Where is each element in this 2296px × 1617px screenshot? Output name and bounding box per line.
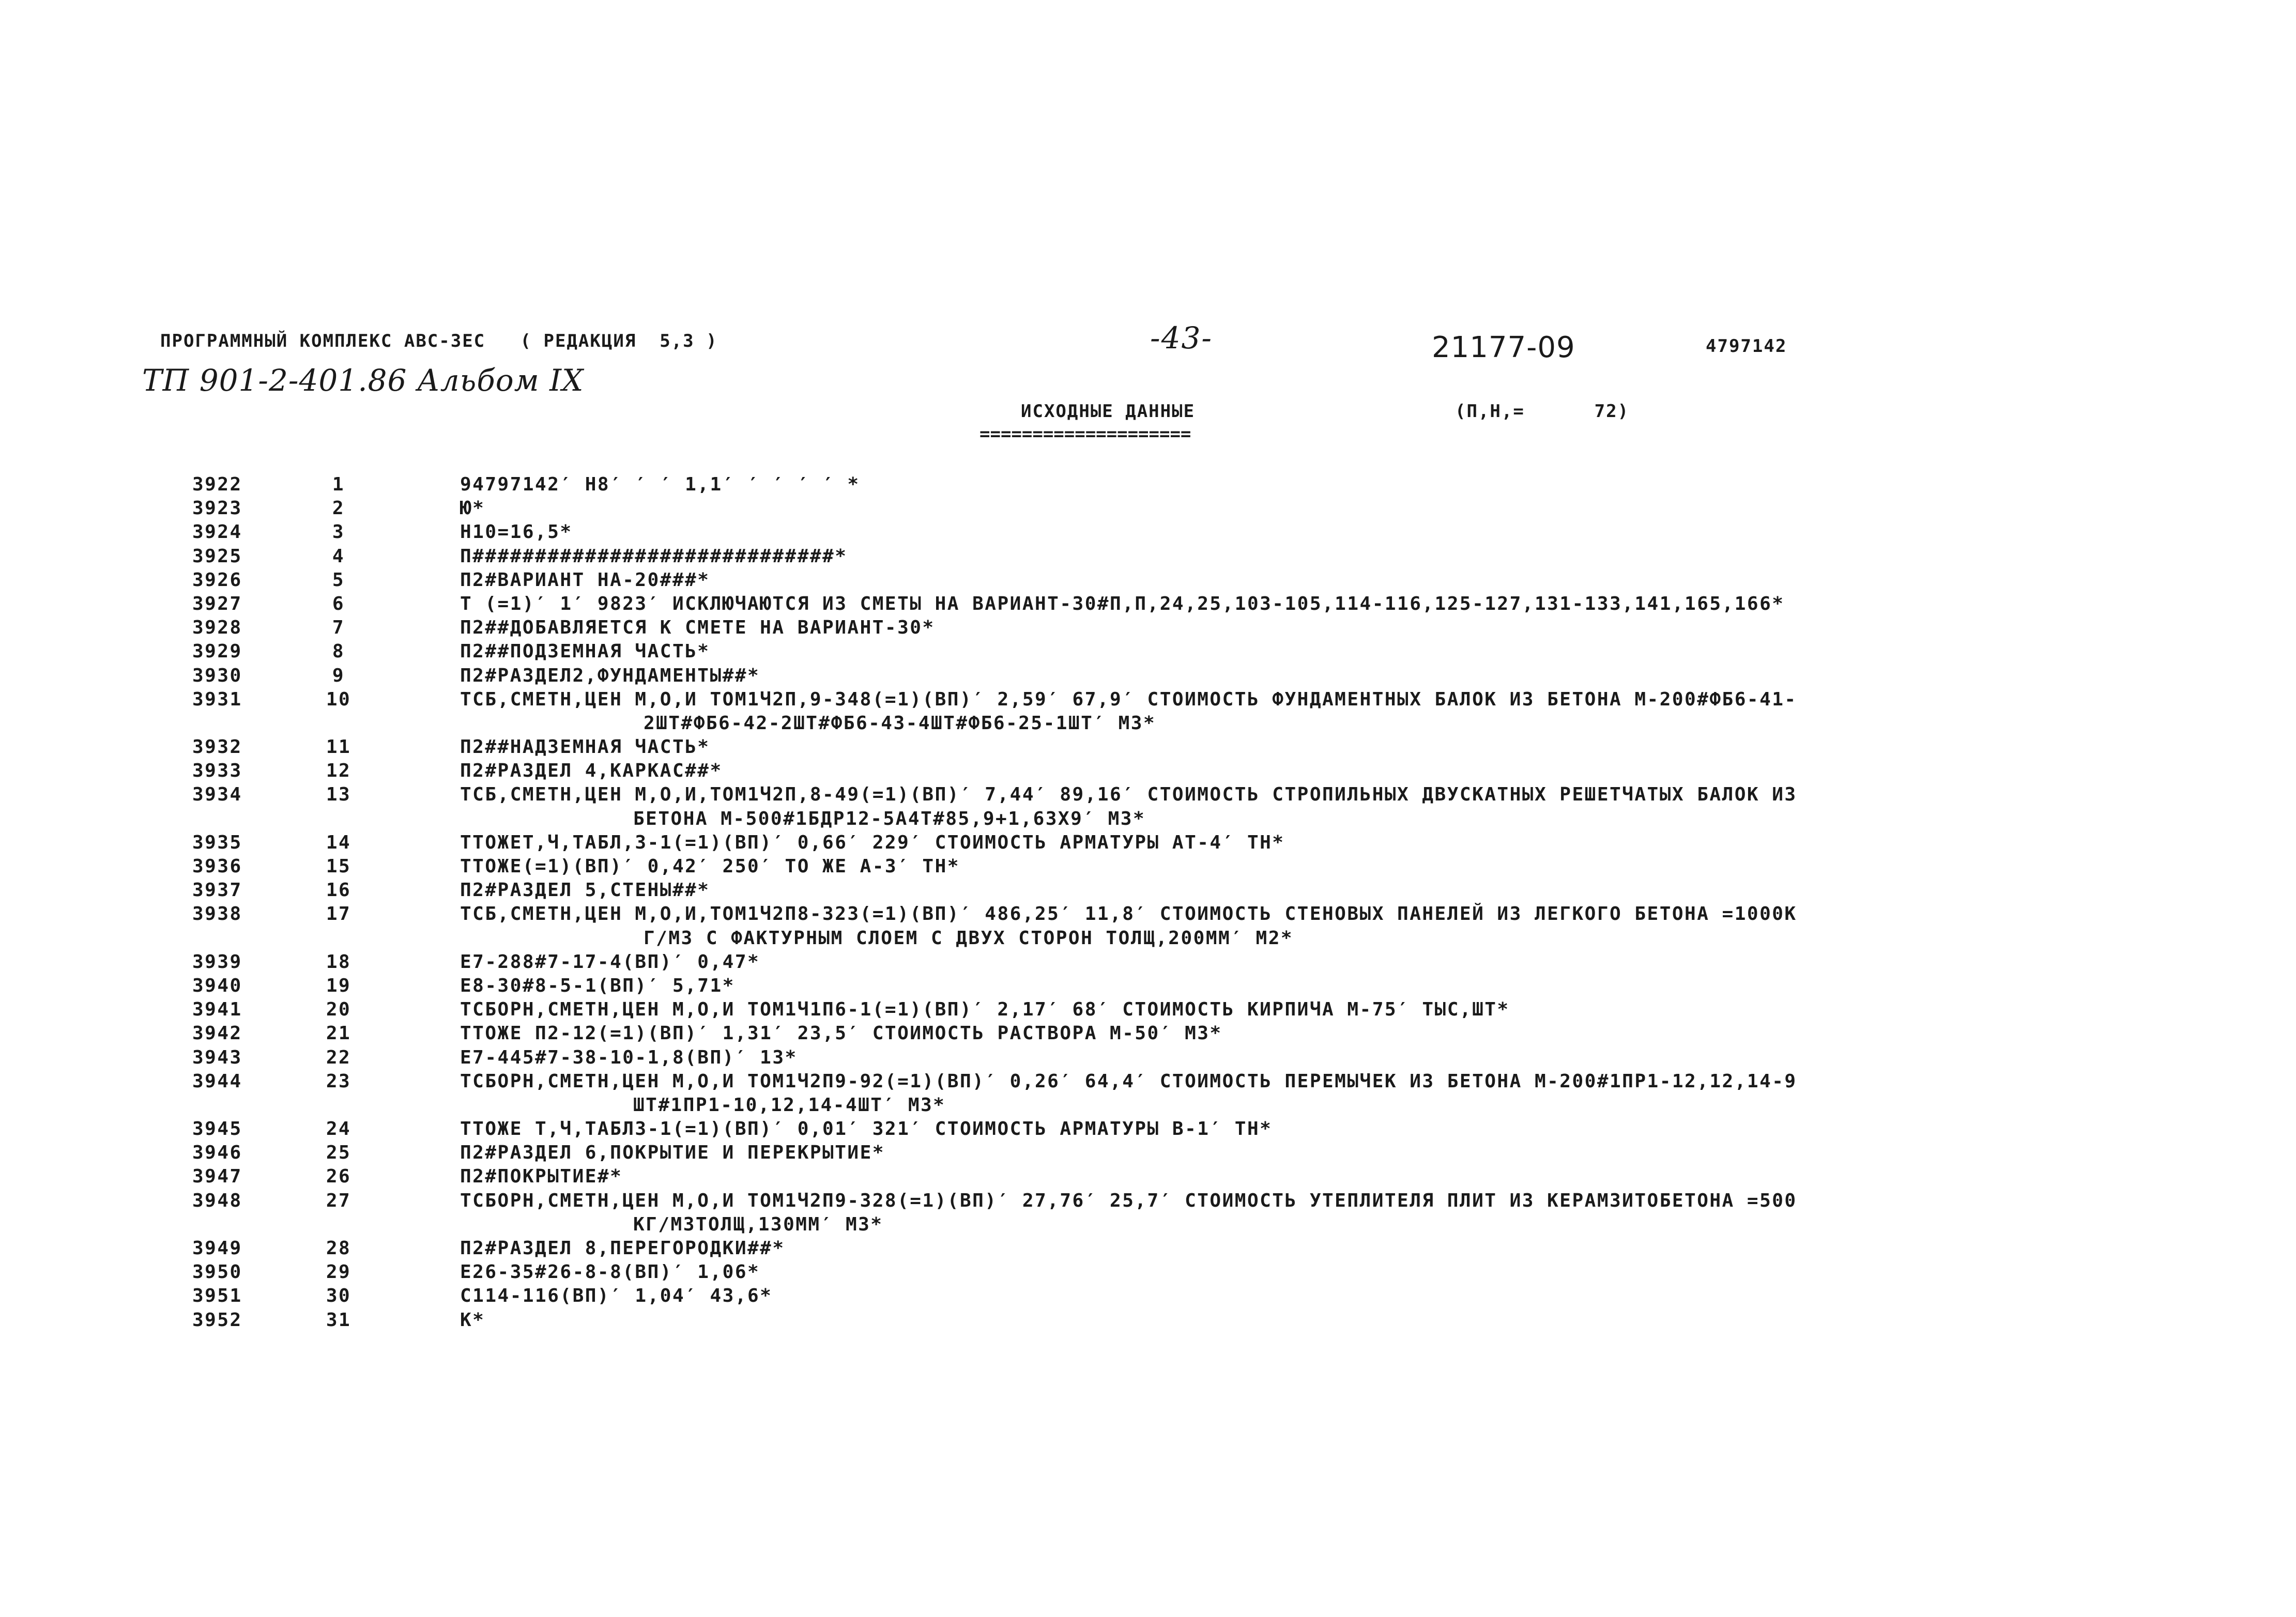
- row-text: П2#ВАРИАНТ НА-20###*: [460, 569, 710, 591]
- data-row: [0, 520, 2296, 544]
- row-text: ТСБОРН,СМЕТН,ЦЕН М,О,И ТОМ1Ч2П9-92(=1)(ВП)′ 0,26′ 64,4′ СТОИМОСТЬ ПЕРЕМЫЧЕК ИЗ БЕТОНА М-200#1ПР1-12,12,14-9: [460, 1070, 1797, 1092]
- data-row: [0, 640, 2296, 664]
- row-index: 25: [326, 1142, 351, 1164]
- doc-number: 4797142: [1706, 336, 1787, 357]
- row-continuation-line: [0, 927, 2296, 950]
- data-row: [0, 1189, 2296, 1237]
- row-number: 3933: [192, 760, 242, 782]
- row-number: 3924: [192, 521, 242, 543]
- row-number: 3929: [192, 641, 242, 663]
- row-line: [0, 831, 2296, 855]
- row-line: [0, 759, 2296, 783]
- row-line: [0, 688, 2296, 712]
- row-number: 3927: [192, 593, 242, 614]
- row-index: 29: [326, 1261, 351, 1283]
- data-row: [0, 568, 2296, 592]
- row-text: ТТОЖЕ(=1)(ВП)′ 0,42′ 250′ ТО ЖЕ А-3′ ТН*: [460, 856, 960, 877]
- row-index: 4: [332, 545, 345, 567]
- row-number: 3925: [192, 545, 242, 567]
- row-index: 21: [326, 1023, 351, 1044]
- row-index: 16: [326, 880, 351, 901]
- row-text: П2##ПОДЗЕМНАЯ ЧАСТЬ*: [460, 641, 710, 663]
- row-text: Е7-288#7-17-4(ВП)′ 0,47*: [460, 951, 760, 973]
- row-line: [0, 735, 2296, 759]
- row-line: [0, 1070, 2296, 1094]
- row-number: 3946: [192, 1142, 242, 1164]
- row-index: 6: [332, 593, 345, 614]
- row-text: П2#РАЗДЕЛ2,ФУНДАМЕНТЫ##*: [460, 665, 760, 686]
- row-line: [0, 1165, 2296, 1189]
- row-line: [0, 1022, 2296, 1045]
- row-continuation-text: ШТ#1ПР1-10,12,14-4ШТ′ М3*: [633, 1094, 946, 1116]
- row-text: П2#ПОКРЫТИЕ#*: [460, 1166, 623, 1188]
- row-line: [0, 1141, 2296, 1165]
- row-text: 94797142′ Н8′ ′ ′ 1,1′ ′ ′ ′ ′ *: [460, 474, 860, 495]
- row-line: [0, 879, 2296, 902]
- row-index: 18: [326, 951, 351, 973]
- row-index: 8: [332, 641, 345, 663]
- row-line: [0, 950, 2296, 974]
- data-row: [0, 974, 2296, 998]
- row-text: П#############################*: [460, 545, 848, 567]
- row-continuation-text: БЕТОНА М-500#1БДР12-5А4Т#85,9+1,63Х9′ М3*: [633, 808, 1146, 829]
- row-number: 3949: [192, 1238, 242, 1259]
- data-row: [0, 1284, 2296, 1308]
- row-text: П2#РАЗДЕЛ 8,ПЕРЕГОРОДКИ##*: [460, 1238, 785, 1259]
- row-continuation-line: [0, 1213, 2296, 1237]
- data-row: [0, 473, 2296, 497]
- row-text: Е7-445#7-38-10-1,8(ВП)′ 13*: [460, 1046, 798, 1068]
- row-index: 24: [326, 1118, 351, 1140]
- row-text: П2##НАДЗЕМНАЯ ЧАСТЬ*: [460, 736, 710, 758]
- data-rows: [0, 473, 2296, 1332]
- row-continuation-line: [0, 807, 2296, 831]
- row-number: 3932: [192, 736, 242, 758]
- row-line: [0, 616, 2296, 640]
- section-underline: ====================: [979, 424, 1191, 444]
- row-index: 22: [326, 1046, 351, 1068]
- row-number: 3947: [192, 1166, 242, 1188]
- data-row: [0, 1237, 2296, 1260]
- data-row: [0, 545, 2296, 568]
- row-line: [0, 902, 2296, 926]
- data-row: [0, 1046, 2296, 1070]
- data-row: [0, 1141, 2296, 1165]
- data-row: [0, 1165, 2296, 1189]
- page-number: -43-: [1150, 320, 1213, 356]
- row-number: 3931: [192, 688, 242, 710]
- data-row: [0, 902, 2296, 950]
- row-number: 3950: [192, 1261, 242, 1283]
- row-number: 3923: [192, 498, 242, 519]
- row-text: ТСБОРН,СМЕТН,ЦЕН М,О,И ТОМ1Ч1П6-1(=1)(ВП)′ 2,17′ 68′ СТОИМОСТЬ КИРПИЧА М-75′ ТЫС,ШТ*: [460, 999, 1510, 1021]
- row-line: [0, 640, 2296, 664]
- row-index: 10: [326, 688, 351, 710]
- row-line: [0, 568, 2296, 592]
- row-text: К*: [460, 1309, 485, 1331]
- data-row: [0, 1308, 2296, 1332]
- data-row: [0, 759, 2296, 783]
- row-text: С114-116(ВП)′ 1,04′ 43,6*: [460, 1285, 773, 1307]
- row-index: 31: [326, 1309, 351, 1331]
- row-text: ТСБ,СМЕТН,ЦЕН М,О,И,ТОМ1Ч2П8-323(=1)(ВП)′ 486,25′ 11,8′ СТОИМОСТЬ СТЕНОВЫХ ПАНЕЛЕЙ ИЗ ЛЕГКОГО БЕТОНА =1000К: [460, 903, 1797, 925]
- row-number: 3941: [192, 999, 242, 1021]
- row-index: 23: [326, 1070, 351, 1092]
- row-number: 3945: [192, 1118, 242, 1140]
- row-line: [0, 1189, 2296, 1213]
- row-index: 26: [326, 1166, 351, 1188]
- data-row: [0, 735, 2296, 759]
- handwritten-code: 21177-09: [1432, 331, 1575, 364]
- row-number: 3935: [192, 831, 242, 853]
- row-text: ТТОЖЕ П2-12(=1)(ВП)′ 1,31′ 23,5′ СТОИМОСТЬ РАСТВОРА М-50′ М3*: [460, 1023, 1222, 1044]
- row-line: [0, 1284, 2296, 1308]
- row-number: 3944: [192, 1070, 242, 1092]
- row-number: 3936: [192, 856, 242, 877]
- row-line: [0, 592, 2296, 616]
- row-text: Н10=16,5*: [460, 521, 573, 543]
- row-text: П2#РАЗДЕЛ 5,СТЕНЫ##*: [460, 880, 710, 901]
- row-number: 3951: [192, 1285, 242, 1307]
- data-row: [0, 855, 2296, 879]
- row-line: [0, 1117, 2296, 1141]
- row-index: 19: [326, 975, 351, 996]
- row-line: [0, 974, 2296, 998]
- row-index: 28: [326, 1238, 351, 1259]
- row-number: 3948: [192, 1190, 242, 1211]
- row-text: ТТОЖЕТ,Ч,ТАБЛ,3-1(=1)(ВП)′ 0,66′ 229′ СТОИМОСТЬ АРМАТУРЫ АТ-4′ ТН*: [460, 831, 1285, 853]
- row-continuation-text: КГ/М3ТОЛЩ,130ММ′ М3*: [633, 1213, 883, 1235]
- data-row: [0, 998, 2296, 1022]
- data-row: [0, 950, 2296, 974]
- sheet-info: (П,Н,= 72): [1455, 401, 1630, 422]
- row-index: 2: [332, 498, 345, 519]
- row-line: [0, 520, 2296, 544]
- row-line: [0, 1308, 2296, 1332]
- row-line: [0, 497, 2296, 520]
- program-title: ПРОГРАММНЫЙ КОМПЛЕКС АВС-ЗЕС ( РЕДАКЦИЯ 5,3 ): [160, 331, 718, 351]
- row-line: [0, 1046, 2296, 1070]
- row-line: [0, 783, 2296, 807]
- row-line: [0, 1260, 2296, 1284]
- row-text: П2##ДОБАВЛЯЕТСЯ К СМЕТЕ НА ВАРИАНТ-30*: [460, 617, 935, 639]
- row-continuation-line: [0, 1094, 2296, 1117]
- row-line: [0, 664, 2296, 688]
- row-index: 13: [326, 784, 351, 806]
- row-index: 7: [332, 617, 345, 639]
- row-index: 9: [332, 665, 345, 686]
- row-index: 11: [326, 736, 351, 758]
- row-text: ТТОЖЕ Т,Ч,ТАБЛ3-1(=1)(ВП)′ 0,01′ 321′ СТОИМОСТЬ АРМАТУРЫ В-1′ ТН*: [460, 1118, 1273, 1140]
- row-number: 3940: [192, 975, 242, 996]
- row-line: [0, 998, 2296, 1022]
- row-text: Т (=1)′ 1′ 9823′ ИСКЛЮЧАЮТСЯ ИЗ СМЕТЫ НА ВАРИАНТ-30#П,П,24,25,103-105,114-116,125-127,131-133,141,165,166*: [460, 593, 1785, 614]
- row-number: 3939: [192, 951, 242, 973]
- data-row: [0, 879, 2296, 902]
- row-number: 3934: [192, 784, 242, 806]
- row-index: 3: [332, 521, 345, 543]
- row-text: ТСБОРН,СМЕТН,ЦЕН М,О,И ТОМ1Ч2П9-328(=1)(ВП)′ 27,76′ 25,7′ СТОИМОСТЬ УТЕПЛИТЕЛЯ ПЛИТ ИЗ КЕРАМЗИТОБЕТОНА =500: [460, 1190, 1797, 1211]
- row-index: 12: [326, 760, 351, 782]
- row-number: 3928: [192, 617, 242, 639]
- row-number: 3930: [192, 665, 242, 686]
- row-index: 27: [326, 1190, 351, 1211]
- row-continuation-text: 2ШТ#ФБ6-42-2ШТ#ФБ6-43-4ШТ#ФБ6-25-1ШТ′ М3*: [644, 712, 1156, 734]
- data-row: [0, 1117, 2296, 1141]
- row-text: ТСБ,СМЕТН,ЦЕН М,О,И,ТОМ1Ч2П,8-49(=1)(ВП)′ 7,44′ 89,16′ СТОИМОСТЬ СТРОПИЛЬНЫХ ДВУСКАТНЫХ РЕШЕТЧАТЫХ БАЛОК ИЗ: [460, 784, 1797, 806]
- data-row: [0, 616, 2296, 640]
- row-number: 3937: [192, 880, 242, 901]
- row-number: 3922: [192, 474, 242, 495]
- row-line: [0, 1237, 2296, 1260]
- row-index: 15: [326, 856, 351, 877]
- row-text: П2#РАЗДЕЛ 6,ПОКРЫТИЕ И ПЕРЕКРЫТИЕ*: [460, 1142, 885, 1164]
- row-number: 3938: [192, 903, 242, 925]
- data-row: [0, 783, 2296, 830]
- row-number: 3926: [192, 569, 242, 591]
- row-text: П2#РАЗДЕЛ 4,КАРКАС##*: [460, 760, 723, 782]
- row-index: 5: [332, 569, 345, 591]
- data-row: [0, 497, 2296, 520]
- data-row: [0, 1022, 2296, 1045]
- project-reference: ТП 901-2-401.86 Альбом IX: [142, 363, 584, 398]
- row-text: ТСБ,СМЕТН,ЦЕН М,О,И ТОМ1Ч2П,9-348(=1)(ВП)′ 2,59′ 67,9′ СТОИМОСТЬ ФУНДАМЕНТНЫХ БАЛОК ИЗ БЕТОНА М-200#ФБ6-41-: [460, 688, 1797, 710]
- row-text: Е8-30#8-5-1(ВП)′ 5,71*: [460, 975, 735, 996]
- row-number: 3943: [192, 1046, 242, 1068]
- data-row: [0, 664, 2296, 688]
- row-line: [0, 473, 2296, 497]
- row-text: Ю*: [460, 498, 485, 519]
- row-index: 14: [326, 831, 351, 853]
- row-number: 3942: [192, 1023, 242, 1044]
- row-line: [0, 855, 2296, 879]
- data-row: [0, 688, 2296, 735]
- row-index: 1: [332, 474, 345, 495]
- row-line: [0, 545, 2296, 568]
- row-number: 3952: [192, 1309, 242, 1331]
- row-index: 30: [326, 1285, 351, 1307]
- row-continuation-line: [0, 712, 2296, 735]
- data-row: [0, 1260, 2296, 1284]
- data-row: [0, 1070, 2296, 1117]
- row-continuation-text: Г/М3 С ФАКТУРНЫМ СЛОЕМ С ДВУХ СТОРОН ТОЛЩ,200ММ′ М2*: [644, 927, 1294, 949]
- row-index: 17: [326, 903, 351, 925]
- section-title: ИСХОДНЫЕ ДАННЫЕ: [1021, 401, 1196, 422]
- data-row: [0, 592, 2296, 616]
- row-index: 20: [326, 999, 351, 1021]
- data-row: [0, 831, 2296, 855]
- row-text: Е26-35#26-8-8(ВП)′ 1,06*: [460, 1261, 760, 1283]
